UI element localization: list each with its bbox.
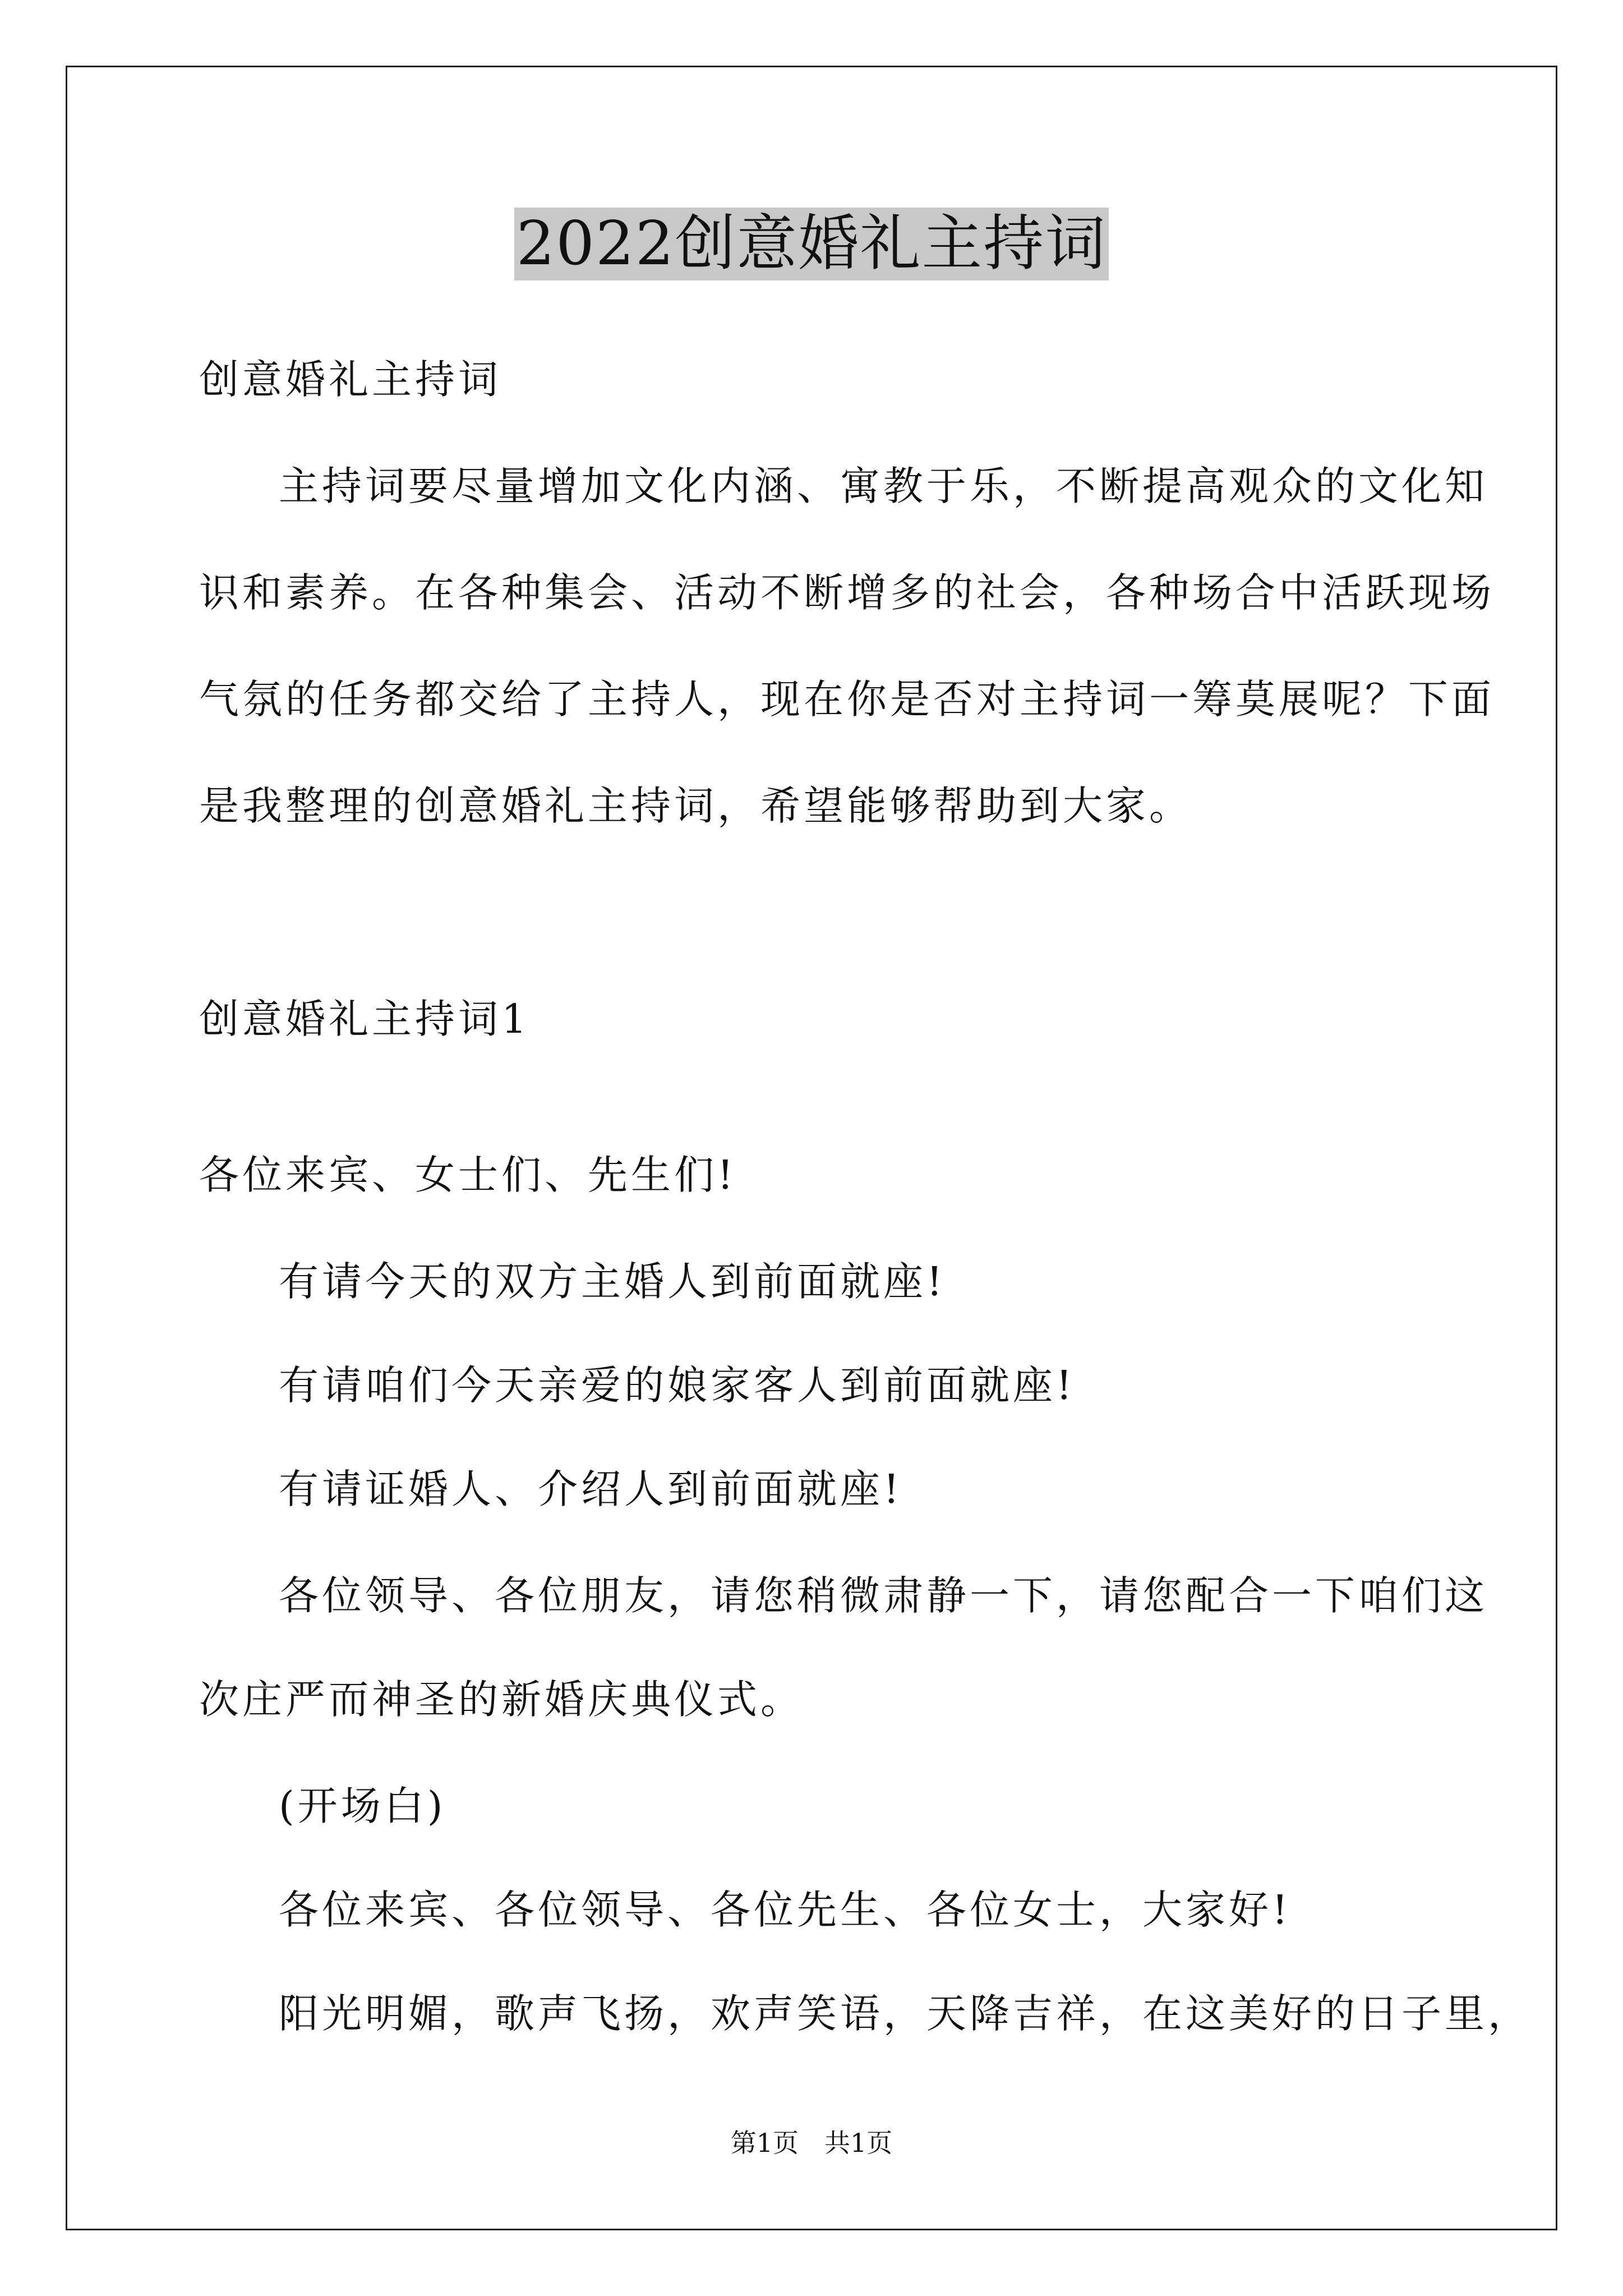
paragraph-line: 主持词要尽量增加文化内涵、寓教于乐，不断提高观众的文化知 (279, 463, 1488, 509)
paragraph-line: 是我整理的创意婚礼主持词，希望能够帮助到大家。 (199, 783, 1193, 829)
section-heading: 创意婚礼主持词1 (199, 996, 531, 1042)
paragraph-line: 气氛的任务都交给了主持人，现在你是否对主持词一筹莫展呢？下面 (199, 676, 1495, 723)
paragraph-line: (开场白) (279, 1783, 446, 1829)
paragraph-line: 阳光明媚，歌声飞扬，欢声笑语，天降吉祥，在这美好的日子里， (279, 1990, 1532, 2037)
paragraph-line: 各位来宾、女士们、先生们! (199, 1152, 737, 1198)
title-container (0, 208, 1623, 280)
paragraph-line: 次庄严而神圣的新婚庆典仪式。 (199, 1676, 804, 1723)
paragraph-line: 有请证婚人、介绍人到前面就座! (279, 1466, 903, 1512)
paragraph-line: 有请咱们今天亲爱的娘家客人到前面就座! (279, 1362, 1076, 1409)
document-title: 2022创意婚礼主持词 (514, 208, 1109, 280)
page-footer: 第1页 共1页 (730, 2128, 893, 2158)
paragraph-line: 有请今天的双方主婚人到前面就座! (279, 1258, 946, 1305)
paragraph-line: 各位领导、各位朋友，请您稍微肃静一下，请您配合一下咱们这 (279, 1572, 1488, 1619)
paragraph-line: 各位来宾、各位领导、各位先生、各位女士，大家好! (279, 1887, 1292, 1933)
paragraph-line: 识和素养。在各种集会、活动不断增多的社会，各种场合中活跃现场 (199, 569, 1495, 616)
section-heading: 创意婚礼主持词 (199, 356, 502, 403)
